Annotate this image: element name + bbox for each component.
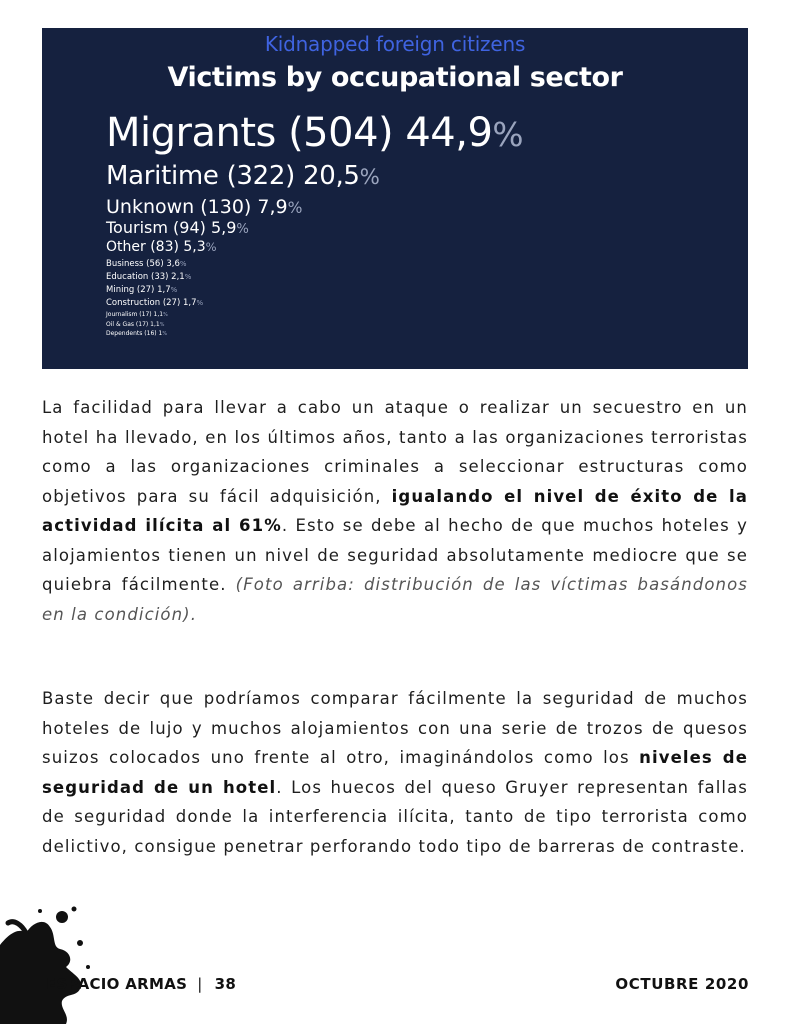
percent-sign: %	[159, 321, 165, 328]
paragraph-text: La facilidad para llevar a cabo un ataque o realizar un secuestro en un hotel ha llevado, en los últimos años, tanto a las organizaciones terroristas como a las organizaciones criminales a seleccionar estructuras como objetivos para su fácil adquisición,	[42, 398, 748, 506]
percent-sign: %	[287, 198, 303, 217]
sector-list	[106, 110, 523, 340]
sector-row-oil-gas	[106, 321, 523, 329]
sector-row-maritime	[106, 161, 523, 192]
percent-sign: %	[179, 259, 187, 268]
sector-label: Dependents (16) 1	[106, 330, 163, 338]
percent-sign: %	[205, 240, 217, 255]
sector-label: Oil & Gas (17) 1,1	[106, 320, 160, 328]
percent-sign: %	[359, 165, 380, 191]
percent-sign: %	[163, 311, 168, 318]
sector-row-other	[106, 239, 523, 256]
paragraph-emphasis: igualando el nivel de éxito de la actividad ilícita al 61%	[42, 486, 748, 535]
sector-label: Construction (27) 1,7	[106, 297, 197, 308]
sector-row-journalism	[106, 311, 523, 319]
paragraph-hotel-attacks	[42, 393, 748, 629]
sector-row-business	[106, 259, 523, 269]
infographic-victims-by-sector	[42, 28, 748, 369]
sector-row-unknown	[106, 196, 523, 218]
ink-splatter-icon	[0, 905, 100, 1024]
percent-sign: %	[196, 298, 204, 307]
paragraph-text: Baste decir que podríamos comparar fácilmente la seguridad de muchos hoteles de lujo y muchos alojamientos con una serie de trozos de quesos suizos colocados uno frente al otro, imaginándolos como los	[42, 689, 748, 767]
paragraph-swiss-cheese	[42, 684, 748, 861]
percent-sign: %	[236, 222, 249, 238]
infographic-subtitle: Kidnapped foreign citizens	[264, 32, 526, 56]
percent-sign: %	[492, 116, 524, 154]
footer-publication	[46, 975, 236, 993]
sector-label: Unknown (130) 7,9	[106, 195, 288, 218]
percent-sign: %	[170, 285, 178, 294]
sector-label: Tourism (94) 5,9	[106, 218, 237, 238]
sector-label: Migrants (504) 44,9	[106, 110, 493, 156]
sector-label: Maritime (322) 20,5	[106, 161, 360, 192]
percent-sign: %	[162, 331, 168, 338]
page-number: 38	[214, 975, 237, 993]
sector-label: Other (83) 5,3	[106, 239, 206, 256]
sector-label: Journalism (17) 1,1	[106, 310, 164, 318]
sector-row-tourism	[106, 219, 523, 238]
percent-sign: %	[184, 272, 192, 281]
paragraph-emphasis: niveles de seguridad de un hotel	[42, 748, 749, 797]
publication-name: ESPACIO ARMAS	[46, 975, 188, 993]
paragraph-text: . Los huecos del queso Gruyer representan fallas de seguridad donde la interferencia ilícita, tanto de tipo terrorista como delictivo, consigue penetrar perforando todo tipo de barreras de contraste.	[42, 777, 748, 856]
sector-row-mining	[106, 285, 523, 295]
sector-label: Education (33) 2,1	[106, 271, 185, 282]
paragraph-text: . Esto se debe al hecho de que muchos hoteles y alojamientos tienen un nivel de seguridad absolutamente mediocre que se quiebra fácilmente.	[42, 516, 748, 594]
sector-row-construction	[106, 298, 523, 308]
footer-date: OCTUBRE 2020	[615, 975, 749, 993]
sector-row-migrants	[106, 110, 523, 157]
photo-caption: (Foto arriba: distribución de las víctimas basándonos en la condición).	[42, 575, 748, 624]
sector-label: Business (56) 3,6	[106, 258, 180, 269]
sector-row-dependents	[106, 330, 523, 338]
footer-separator: |	[197, 975, 203, 993]
sector-label: Mining (27) 1,7	[106, 284, 171, 295]
sector-row-education	[106, 272, 523, 282]
infographic-title: Victims by occupational sector	[167, 62, 623, 93]
